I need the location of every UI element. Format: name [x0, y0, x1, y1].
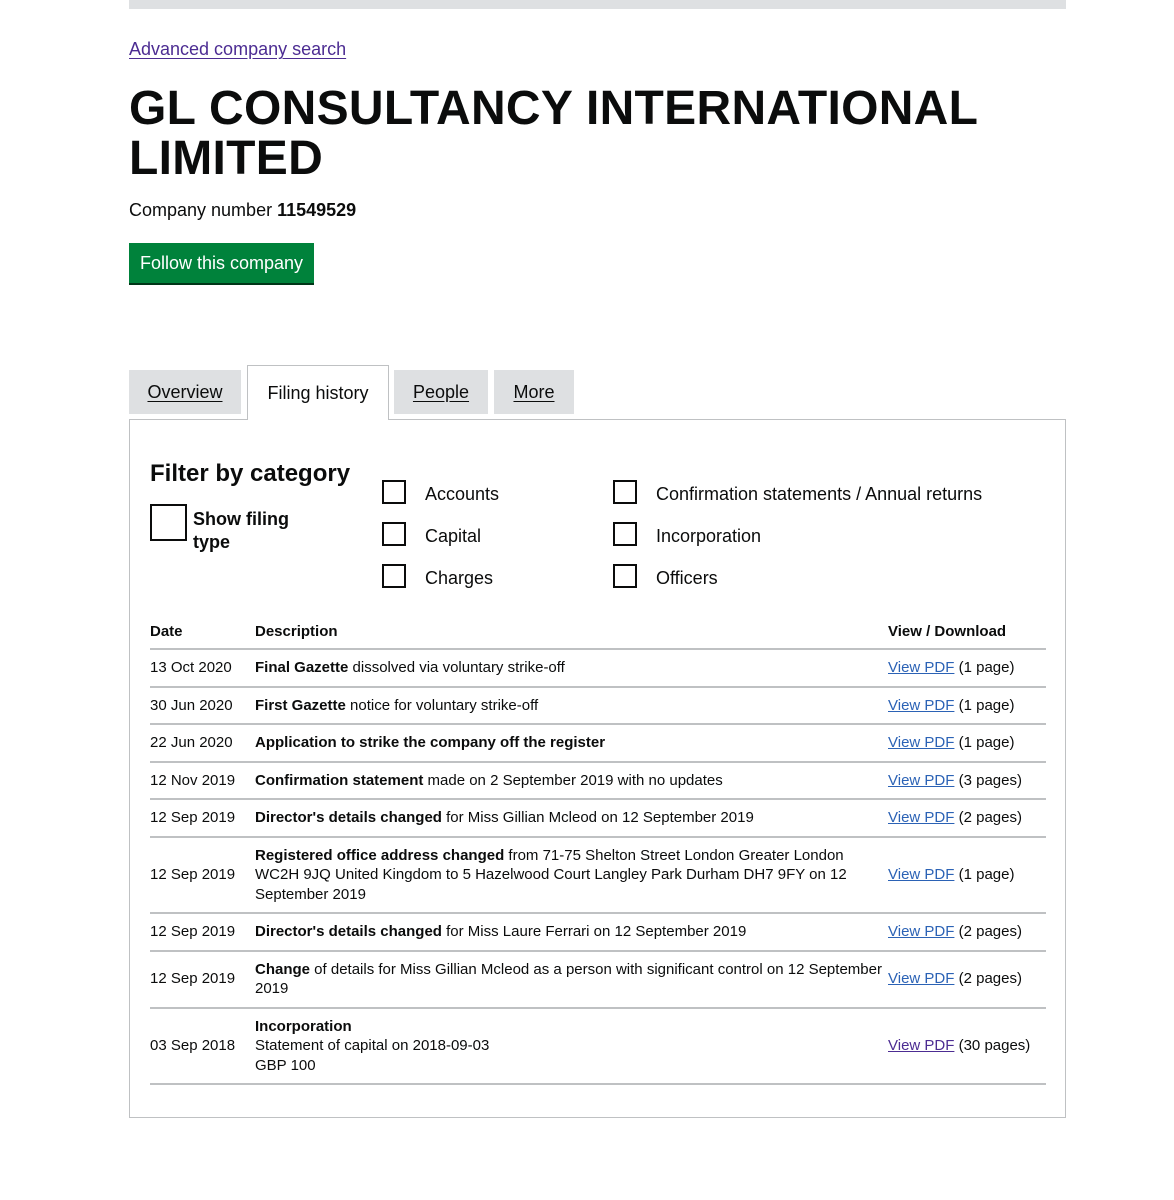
filing-date: 30 Jun 2020 [150, 687, 255, 725]
table-row [150, 762, 1046, 800]
view-pdf-link[interactable]: View PDF [888, 696, 955, 714]
filing-date: 12 Nov 2019 [150, 762, 255, 800]
table-row [150, 649, 1046, 687]
capital-label: Capital [425, 526, 482, 546]
table-row [150, 951, 1046, 1008]
follow-company-button[interactable]: Follow this company [129, 243, 314, 283]
filing-date: 22 Jun 2020 [150, 724, 255, 762]
filing-date: 13 Oct 2020 [150, 649, 255, 687]
view-pdf-link[interactable]: View PDF [888, 771, 955, 789]
filing-type: Change [255, 960, 311, 978]
filing-view-cell [888, 951, 1046, 1008]
tab-people[interactable]: People [394, 370, 488, 414]
filing-history-panel [129, 419, 1066, 1118]
filing-date: 12 Sep 2019 [150, 951, 255, 1008]
filing-description [255, 649, 888, 687]
filing-description [255, 913, 888, 951]
description-header: Description [255, 613, 888, 649]
filing-view-cell [888, 837, 1046, 914]
company-number-value: 11549529 [277, 200, 357, 220]
filing-view-cell [888, 649, 1046, 687]
filing-view-cell [888, 799, 1046, 837]
filing-view-cell [888, 687, 1046, 725]
filing-detail: of details for Miss Gillian Mcleod as a person with significant control on 12 September 2019 [255, 960, 882, 997]
page-count: (1 page) [958, 696, 1015, 714]
filing-detail: dissolved via voluntary strike-off [348, 659, 565, 676]
page-count: (3 pages) [958, 771, 1022, 789]
tab-more[interactable]: More [494, 370, 574, 414]
filing-detail: made on 2 September 2019 with no updates [423, 771, 723, 789]
view-download-header: View / Download [888, 613, 1046, 649]
page-count: (2 pages) [958, 923, 1022, 940]
filing-type: Director's details changed [255, 923, 442, 940]
table-row [150, 837, 1046, 914]
page-count: (2 pages) [958, 970, 1022, 988]
filing-history-table [150, 613, 1046, 1085]
capital-statement: Statement of capital on 2018-09-03 [255, 1037, 490, 1054]
charges-label: Charges [425, 568, 494, 588]
incorporation-label: Incorporation [656, 526, 762, 546]
table-row [150, 799, 1046, 837]
page-count: (1 page) [958, 659, 1015, 676]
top-bar [129, 0, 1066, 9]
table-row [150, 1008, 1046, 1085]
filter-title: Filter by category [150, 460, 351, 487]
filing-date: 12 Sep 2019 [150, 799, 255, 837]
view-pdf-link[interactable]: View PDF [888, 734, 955, 751]
tab-filing-history[interactable]: Filing history [247, 365, 389, 420]
filing-description [255, 837, 888, 914]
view-pdf-link[interactable]: View PDF [888, 1037, 955, 1054]
capital-amount: GBP 100 [255, 1056, 316, 1074]
filing-view-cell [888, 724, 1046, 762]
filing-detail: for Miss Gillian Mcleod on 12 September 2019 [441, 809, 754, 826]
table-row [150, 913, 1046, 951]
company-number [129, 200, 356, 221]
filing-date: 12 Sep 2019 [150, 913, 255, 951]
show-filing-type-label: Show filing type [193, 509, 289, 552]
date-header: Date [150, 613, 255, 649]
table-header-row [150, 613, 1046, 649]
filing-view-cell [888, 762, 1046, 800]
filing-detail: notice for voluntary strike-off [345, 696, 539, 714]
filing-type: First Gazette [255, 696, 346, 714]
filing-view-cell [888, 1008, 1046, 1085]
table-row [150, 724, 1046, 762]
accounts-checkbox[interactable] [382, 480, 406, 504]
view-pdf-link[interactable]: View PDF [888, 970, 955, 988]
page-count: (1 page) [958, 734, 1015, 751]
filing-description [255, 1008, 888, 1085]
filing-type: Application to strike the company off the register [255, 734, 606, 751]
filing-type: Registered office address changed [255, 846, 505, 864]
filing-detail: from 71-75 Shelton Street London Greater London WC2H 9JQ United Kingdom to 5 Hazelwood Court Langley Park Durham DH7 9FY on 12 September 2019 [255, 846, 847, 903]
company-name: GL CONSULTANCY INTERNATIONAL LIMITED [129, 82, 978, 185]
officers-label: Officers [656, 568, 718, 588]
filing-view-cell [888, 913, 1046, 951]
filing-type: Director's details changed [255, 809, 442, 826]
filing-description [255, 762, 888, 800]
confirmation-statements-checkbox[interactable] [613, 480, 637, 504]
filing-description [255, 687, 888, 725]
confirmation-statements-label: Confirmation statements / Annual returns [656, 484, 983, 504]
officers-checkbox[interactable] [613, 564, 637, 588]
page-count: (2 pages) [958, 809, 1022, 826]
filing-type: Final Gazette [255, 659, 349, 676]
page-count: (1 page) [958, 866, 1015, 883]
filing-type: Incorporation [255, 1017, 352, 1035]
advanced-company-search-link[interactable]: Advanced company search [129, 39, 347, 59]
view-pdf-link[interactable]: View PDF [888, 866, 955, 883]
incorporation-checkbox[interactable] [613, 522, 637, 546]
accounts-label: Accounts [425, 484, 500, 504]
page-count: (30 pages) [958, 1037, 1031, 1054]
view-pdf-link[interactable]: View PDF [888, 809, 955, 826]
filing-description [255, 724, 888, 762]
filing-type: Confirmation statement [255, 771, 424, 789]
show-filing-type-checkbox[interactable] [150, 504, 187, 541]
filing-description [255, 951, 888, 1008]
filing-date: 03 Sep 2018 [150, 1008, 255, 1085]
company-number-label: Company number [129, 200, 273, 220]
tab-overview[interactable]: Overview [129, 370, 241, 414]
table-row [150, 687, 1046, 725]
filing-description [255, 799, 888, 837]
charges-checkbox[interactable] [382, 564, 406, 588]
view-pdf-link[interactable]: View PDF [888, 923, 955, 940]
filing-detail: for Miss Laure Ferrari on 12 September 2019 [441, 923, 747, 940]
view-pdf-link[interactable]: View PDF [888, 659, 955, 676]
capital-checkbox[interactable] [382, 522, 406, 546]
filing-date: 12 Sep 2019 [150, 837, 255, 914]
